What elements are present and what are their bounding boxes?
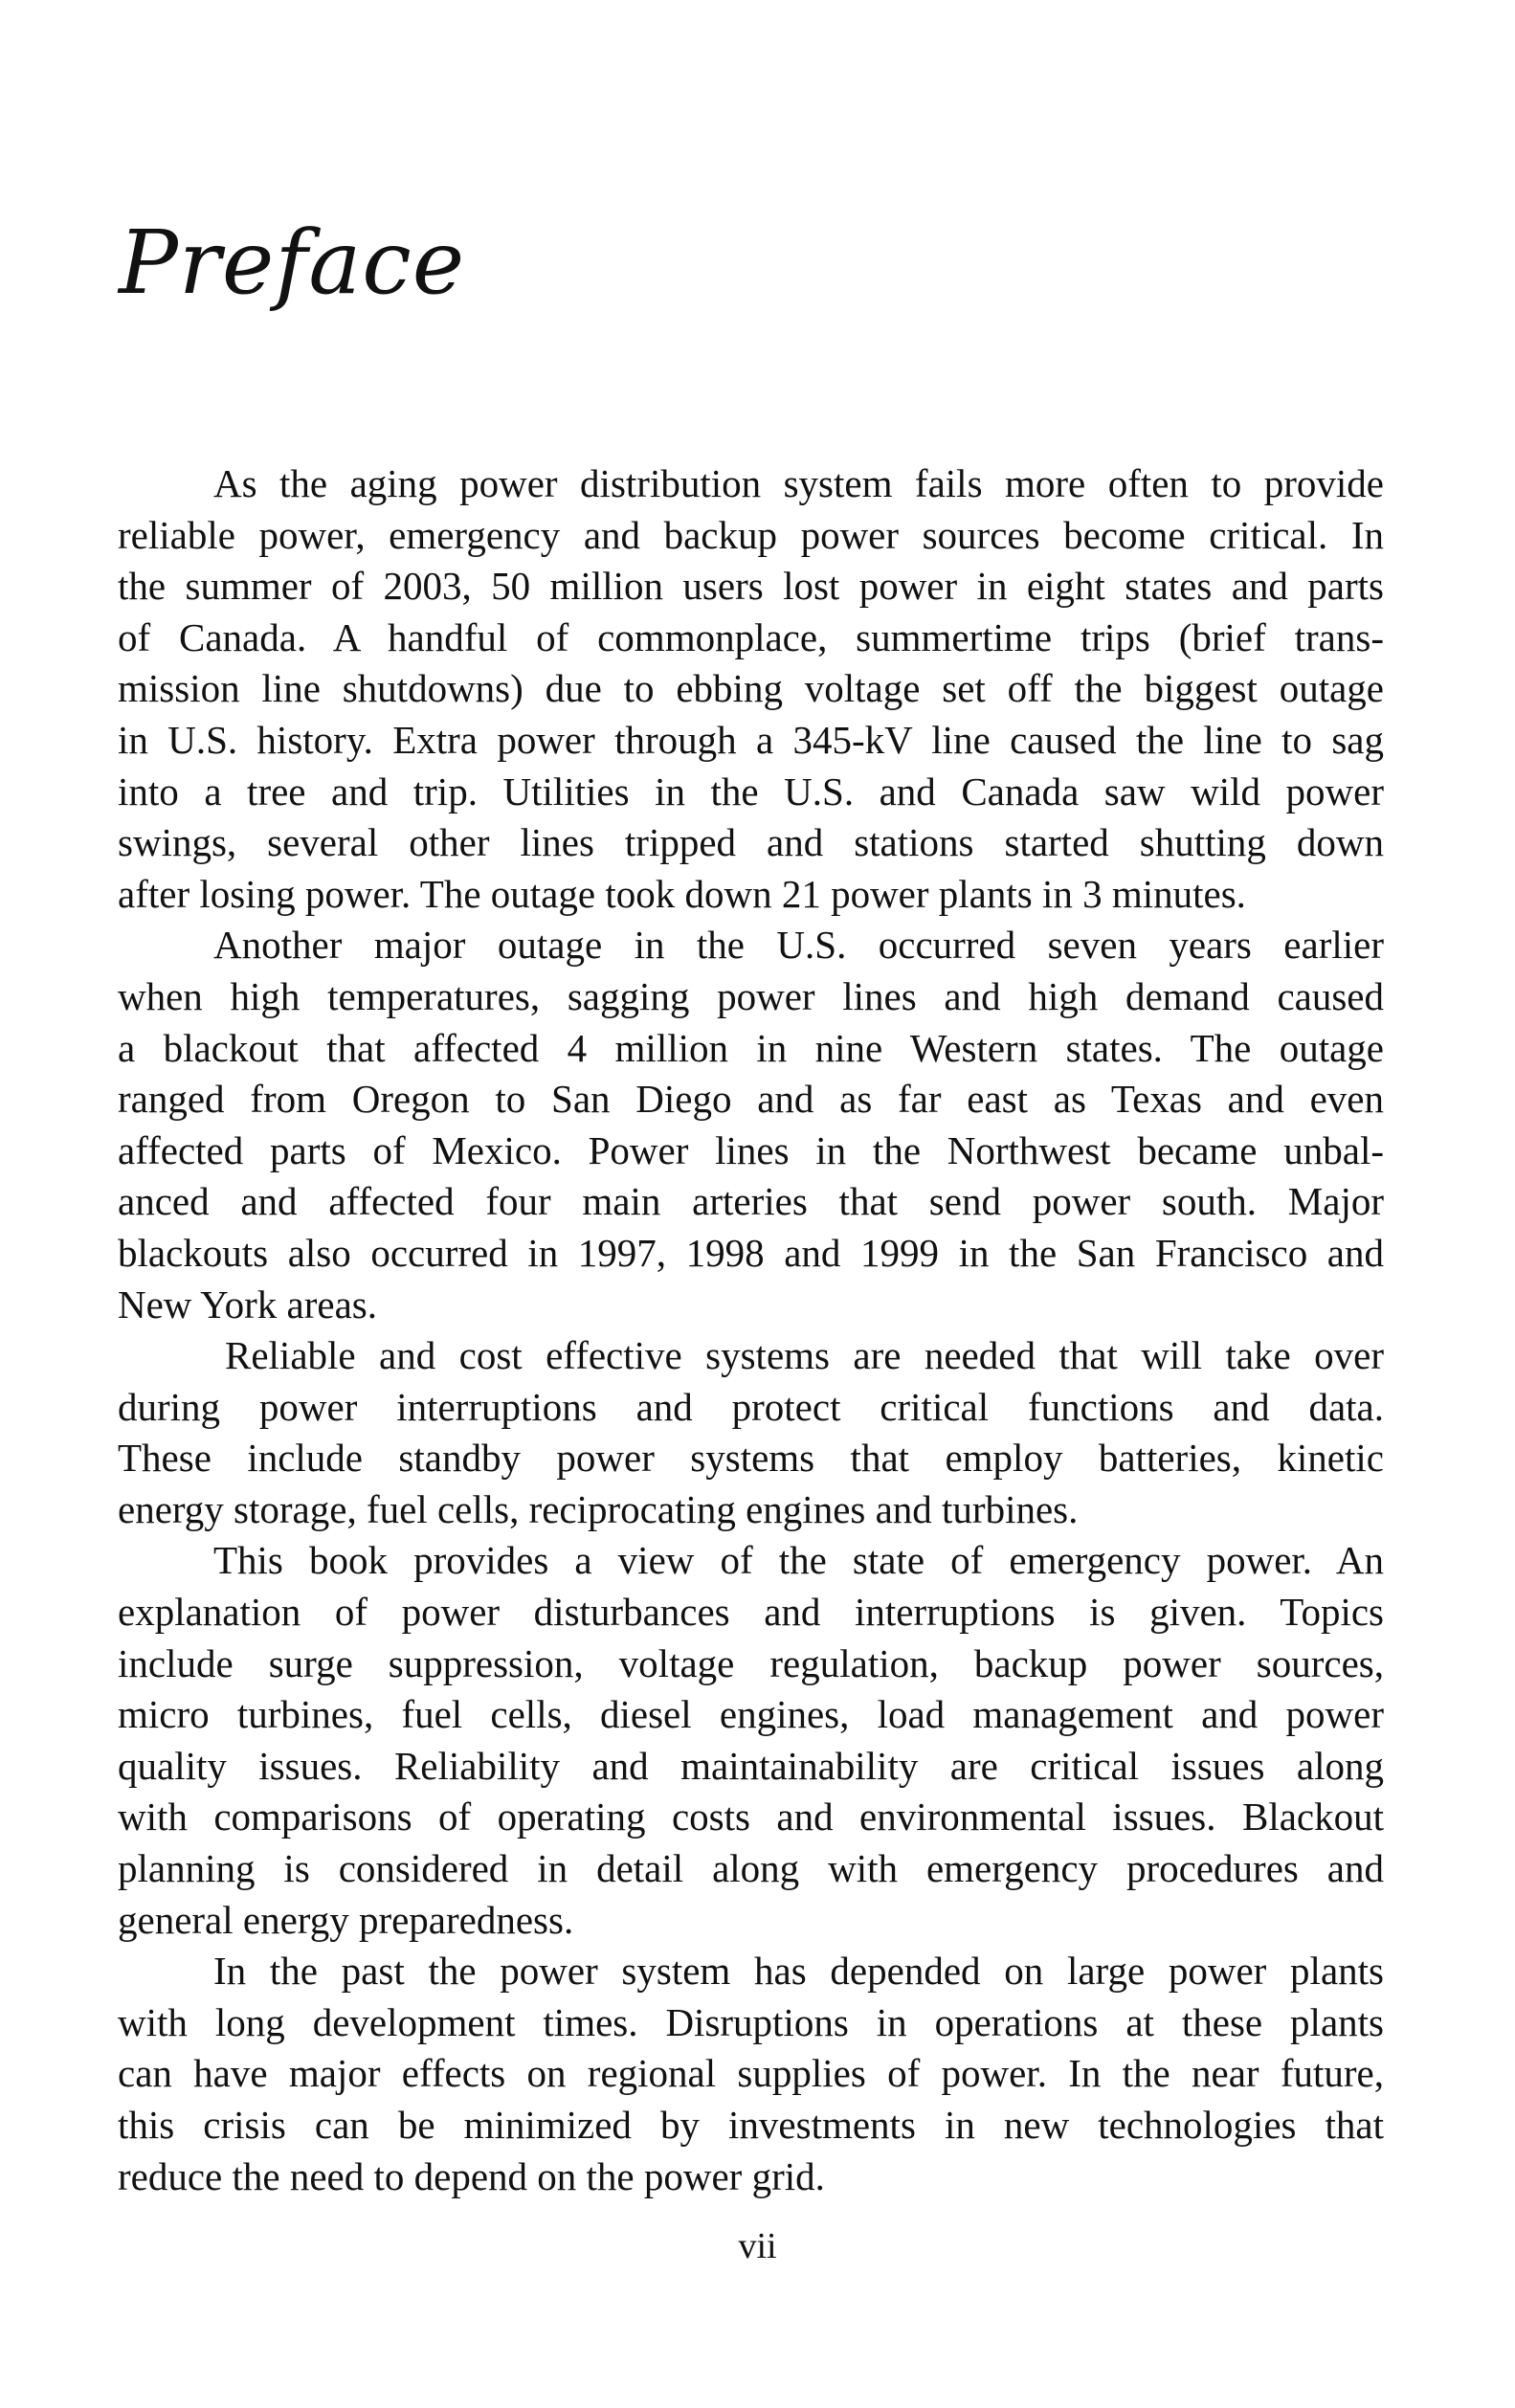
page-title: Preface (119, 212, 466, 314)
text-line: during power interruptions and protect critical functions and data. (118, 1384, 1384, 1429)
text-line: mission line shutdowns) due to ebbing voltage set off the biggest outage (118, 666, 1384, 711)
page-number: vii (738, 2226, 777, 2266)
text-line: energy storage, fuel cells, reciprocating engines and turbines. (118, 1486, 1079, 1531)
paragraph (118, 458, 1384, 920)
text-line: when high temperatures, sagging power lines and high demand caused (118, 973, 1384, 1018)
paragraph (118, 1946, 1384, 2202)
text-line: in U.S. history. Extra power through a 345-kV line caused the line to sag (118, 717, 1384, 762)
text-line: reduce the need to depend on the power grid. (118, 2153, 825, 2198)
text-line: after losing power. The outage took down 21 power plants in 3 minutes. (118, 871, 1246, 916)
text-line: include surge suppression, voltage regulation, backup power sources, (118, 1640, 1384, 1685)
text-line: blackouts also occurred in 1997, 1998 and 1999 in the San Francisco and (118, 1230, 1384, 1275)
text-line: planning is considered in detail along with emergency procedures and (118, 1846, 1384, 1891)
text-line: New York areas. (118, 1282, 378, 1327)
text-line: can have major effects on regional supplies of power. In the near future, (118, 2051, 1384, 2096)
text-line: this crisis can be minimized by investments in new technologies that (118, 2103, 1384, 2147)
text-line: These include standby power systems that employ batteries, kinetic (118, 1436, 1384, 1481)
paragraph (118, 920, 1384, 1330)
text-line: micro turbines, fuel cells, diesel engines, load management and power (118, 1692, 1384, 1737)
text-line: general energy preparedness. (118, 1897, 574, 1942)
text-line: into a tree and trip. Utilities in the U.S. and Canada saw wild power (118, 769, 1384, 814)
body-text (118, 458, 1384, 2202)
paragraph (118, 1330, 1384, 1535)
text-line: with long development times. Disruptions in operations at these plants (118, 1999, 1384, 2044)
text-line: with comparisons of operating costs and environmental issues. Blackout (118, 1795, 1384, 1839)
text-line: swings, several other lines tripped and stations started shutting down (118, 820, 1384, 865)
text-line: In the past the power system has depended on large power plants (213, 1949, 1384, 1994)
text-line: reliable power, emergency and backup power sources become critical. In (118, 512, 1384, 557)
text-line: a blackout that affected 4 million in nine Western states. The outage (118, 1025, 1384, 1070)
text-line: Another major outage in the U.S. occurred seven years earlier (213, 923, 1384, 968)
paragraph (118, 1535, 1384, 1946)
text-line: anced and affected four main arteries that send power south. Major (118, 1179, 1384, 1224)
text-line: quality issues. Reliability and maintainability are critical issues along (118, 1743, 1384, 1788)
text-line: This book provides a view of the state of emergency power. An (213, 1538, 1384, 1583)
text-line: explanation of power disturbances and interruptions is given. Topics (118, 1590, 1384, 1635)
text-line: of Canada. A handful of commonplace, summertime trips (brief trans- (118, 614, 1384, 659)
text-line: the summer of 2003, 50 million users lost power in eight states and parts (118, 564, 1384, 609)
text-line: Reliable and cost effective systems are needed that will take over (225, 1333, 1384, 1378)
text-line: ranged from Oregon to San Diego and as far east as Texas and even (118, 1077, 1384, 1122)
text-line: affected parts of Mexico. Power lines in the Northwest became unbal- (118, 1127, 1384, 1172)
text-line: As the aging power distribution system fails more often to provide (213, 461, 1384, 505)
